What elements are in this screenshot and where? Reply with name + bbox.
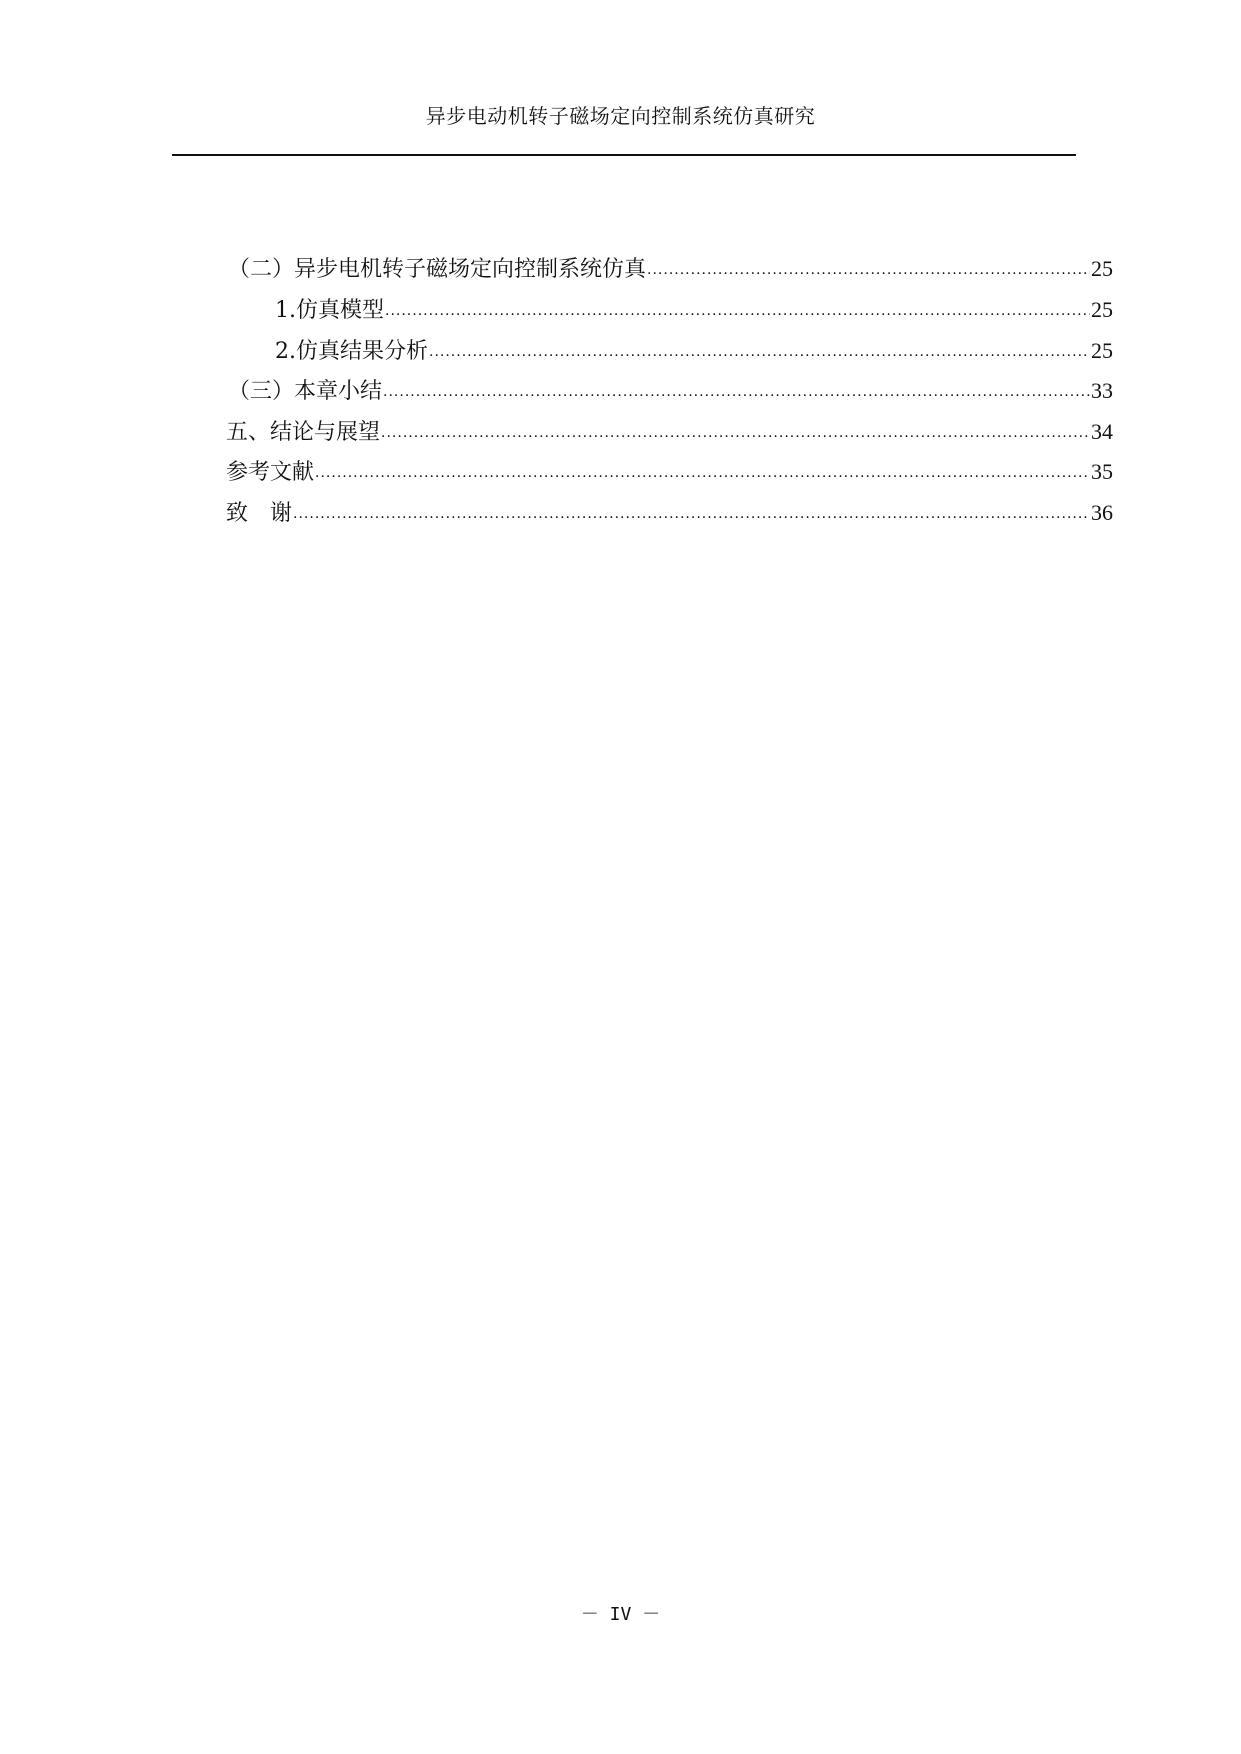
toc-entry-title: （二）异步电机转子磁场定向控制系统仿真 [228,257,647,282]
toc-dot-leader [383,375,1090,407]
toc-entry-title: 2.仿真结果分析 [275,339,428,364]
toc-entry-simulation-model[interactable] [275,295,1113,325]
toc-entry-conclusion[interactable] [226,417,1113,447]
toc-entry-title: 1.仿真模型 [275,298,384,323]
toc-entry-title: 致 谢 [226,501,293,526]
toc-entry-page: 25 [1091,256,1113,281]
toc-entry-title: 五、结论与展望 [226,420,381,445]
toc-dot-leader [293,497,1090,529]
toc-entry-page: 35 [1091,459,1113,484]
toc-dot-leader [429,335,1090,367]
toc-dot-leader [647,253,1090,285]
toc-entry-title: （三）本章小结 [228,379,383,404]
toc-dot-leader [381,416,1090,448]
toc-entry-page: 25 [1091,297,1113,322]
toc-entry-references[interactable] [226,457,1113,487]
toc-dot-leader [315,456,1090,488]
page-number: － IV － [580,1604,661,1625]
toc-entry-section-2[interactable] [228,254,1113,284]
running-header-title: 异步电动机转子磁场定向控制系统仿真研究 [425,104,816,128]
toc-dot-leader [385,294,1090,326]
toc-entry-page: 36 [1091,500,1113,525]
toc-entry-page: 34 [1091,419,1113,444]
toc-entry-title: 参考文献 [226,460,315,485]
toc-entry-chapter-summary[interactable] [228,376,1113,406]
toc-entry-acknowledgements[interactable] [226,498,1113,528]
toc-entry-page: 25 [1091,338,1113,363]
toc-entry-page: 33 [1091,378,1113,403]
toc-entry-simulation-results[interactable] [275,336,1113,366]
header-divider [172,154,1076,156]
